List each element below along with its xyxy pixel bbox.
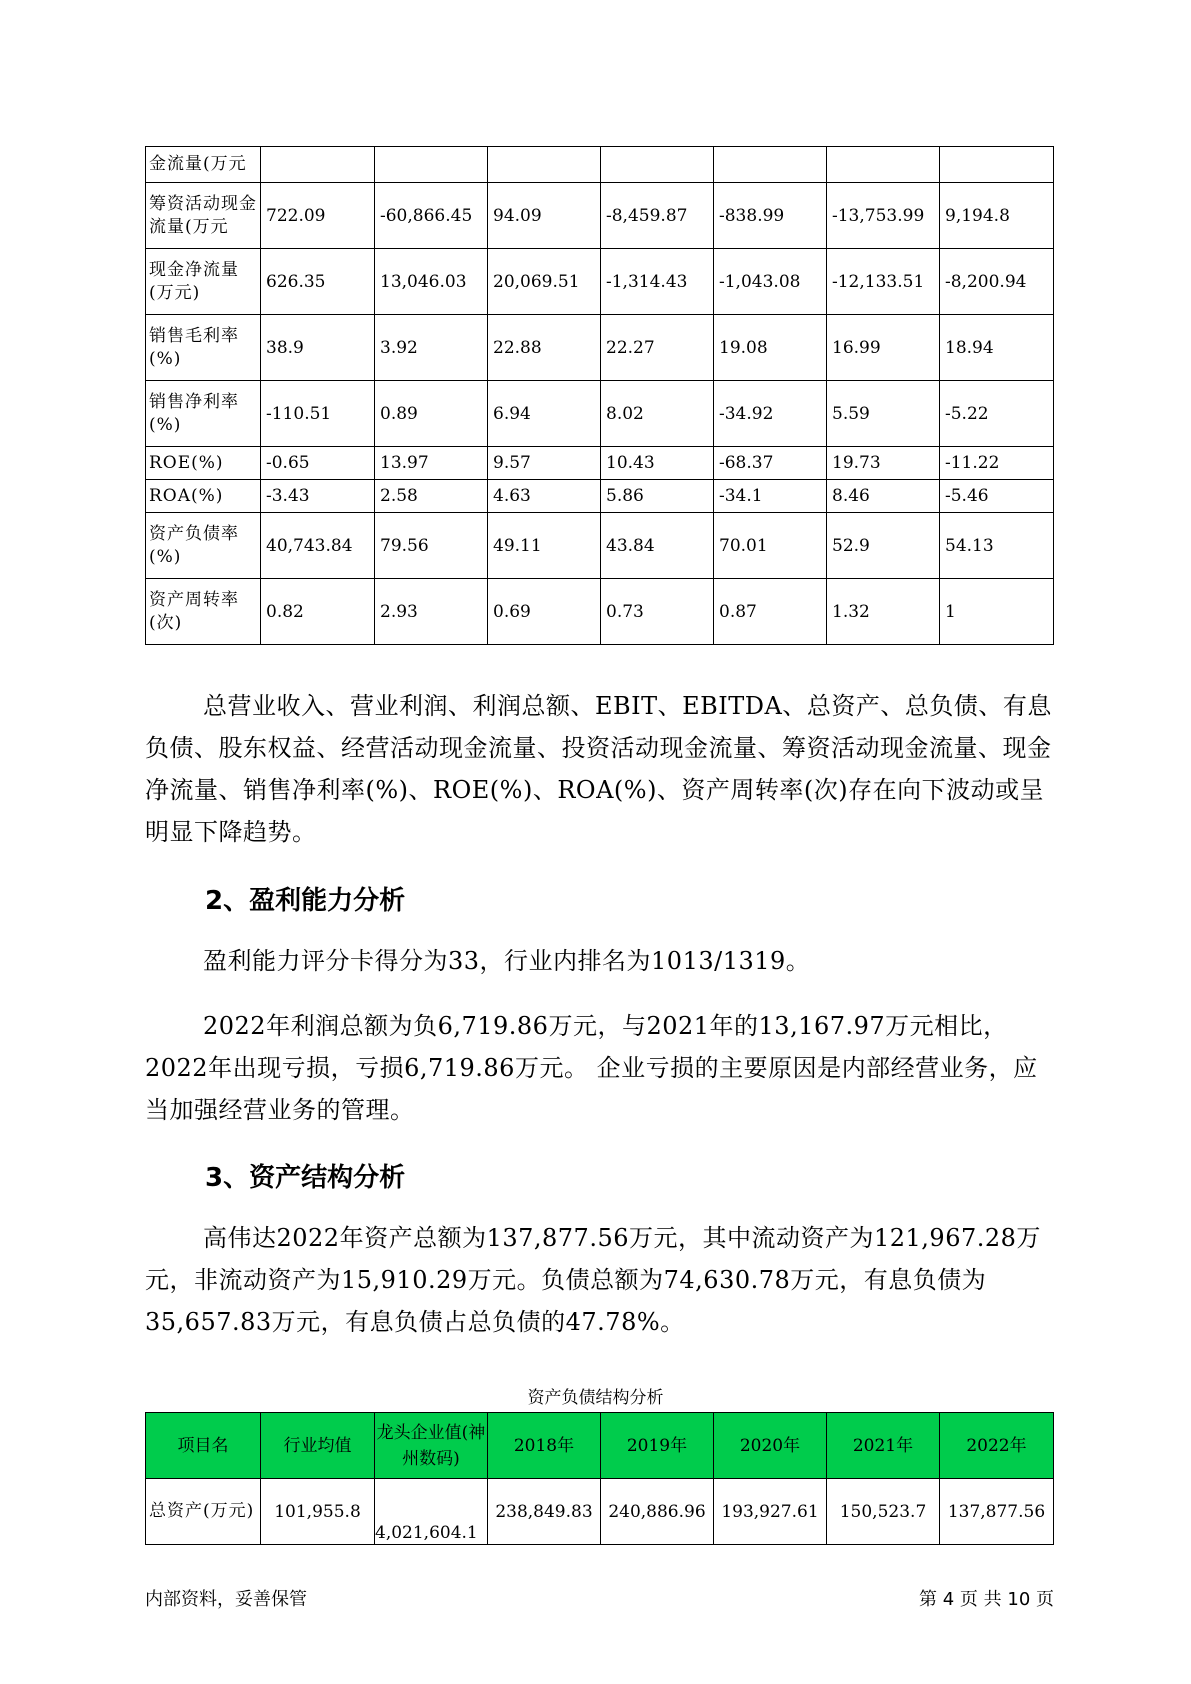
table-row xyxy=(146,249,1054,315)
table-cell: 0.82 xyxy=(261,579,375,645)
table-row xyxy=(146,513,1054,579)
row-label: 销售净利率(%) xyxy=(146,381,261,447)
table-cell: 9.57 xyxy=(488,447,601,480)
table-row xyxy=(146,1479,1054,1545)
table-cell: 6.94 xyxy=(488,381,601,447)
table-cell: 1 xyxy=(940,579,1054,645)
table-cell: -12,133.51 xyxy=(827,249,940,315)
table-cell: 0.73 xyxy=(601,579,714,645)
table-cell: -34.92 xyxy=(714,381,827,447)
table-cell: 52.9 xyxy=(827,513,940,579)
table-cell xyxy=(488,147,601,183)
table-row xyxy=(146,183,1054,249)
section-heading-profitability: 2、盈利能力分析 xyxy=(205,886,406,916)
table-cell: 13,046.03 xyxy=(375,249,488,315)
table-cell: 150,523.7 xyxy=(827,1479,940,1545)
column-header: 行业均值 xyxy=(261,1413,375,1479)
table-cell: 101,955.8 xyxy=(261,1479,375,1545)
table-cell xyxy=(940,147,1054,183)
table-cell: 8.02 xyxy=(601,381,714,447)
table-cell: 2.93 xyxy=(375,579,488,645)
table-cell: 626.35 xyxy=(261,249,375,315)
table-cell: 49.11 xyxy=(488,513,601,579)
table-cell: 137,877.56 xyxy=(940,1479,1054,1545)
table-cell: 79.56 xyxy=(375,513,488,579)
table-cell: -1,314.43 xyxy=(601,249,714,315)
table-cell: -8,459.87 xyxy=(601,183,714,249)
table-cell: 4.63 xyxy=(488,480,601,513)
table-cell: 3.92 xyxy=(375,315,488,381)
table-row xyxy=(146,147,1054,183)
table-cell xyxy=(601,147,714,183)
row-label: 资产周转率(次) xyxy=(146,579,261,645)
table-cell: 2.58 xyxy=(375,480,488,513)
row-label: 资产负债率(%) xyxy=(146,513,261,579)
table-row xyxy=(146,381,1054,447)
table-cell: 38.9 xyxy=(261,315,375,381)
row-label: 总资产(万元) xyxy=(146,1479,261,1545)
table-cell: 10.43 xyxy=(601,447,714,480)
profit-detail-paragraph: 2022年利润总额为负6,719.86万元，与2021年的13,167.97万元相比，2022年出现亏损，亏损6,719.86万元。 企业亏损的主要原因是内部经营业务，应当加强经营业务的管理。 xyxy=(145,1012,1038,1124)
column-header: 2022年 xyxy=(940,1413,1054,1479)
financial-indicators-table xyxy=(145,146,1054,645)
row-label: 现金净流量(万元) xyxy=(146,249,261,315)
table-cell: 4,021,604.1 xyxy=(375,1479,488,1545)
table-cell: 13.97 xyxy=(375,447,488,480)
table-cell xyxy=(261,147,375,183)
table-cell: 70.01 xyxy=(714,513,827,579)
table-cell: -1,043.08 xyxy=(714,249,827,315)
table-cell: -60,866.45 xyxy=(375,183,488,249)
table-cell: -5.22 xyxy=(940,381,1054,447)
table-cell: -8,200.94 xyxy=(940,249,1054,315)
table-cell: 19.08 xyxy=(714,315,827,381)
table-cell: 43.84 xyxy=(601,513,714,579)
table-cell: 20,069.51 xyxy=(488,249,601,315)
table-cell: 5.86 xyxy=(601,480,714,513)
table-cell: 18.94 xyxy=(940,315,1054,381)
table-cell: 240,886.96 xyxy=(601,1479,714,1545)
table-cell: 8.46 xyxy=(827,480,940,513)
column-header: 龙头企业值(神州数码) xyxy=(375,1413,488,1479)
column-header: 2021年 xyxy=(827,1413,940,1479)
table-cell: 16.99 xyxy=(827,315,940,381)
table-cell xyxy=(375,147,488,183)
table-cell: -0.65 xyxy=(261,447,375,480)
row-label: 金流量(万元 xyxy=(146,147,261,183)
row-label: 筹资活动现金流量(万元 xyxy=(146,183,261,249)
table-cell: 9,194.8 xyxy=(940,183,1054,249)
trend-paragraph: 总营业收入、营业利润、利润总额、EBIT、EBITDA、总资产、总负债、有息负债、股东权益、经营活动现金流量、投资活动现金流量、筹资活动现金流量、现金净流量、销售净利率(%)、ROE(%)、ROA(%)、资产周转率(次)存在向下波动或呈明显下降趋势。 xyxy=(145,692,1052,846)
table-cell: -34.1 xyxy=(714,480,827,513)
table-cell: 1.32 xyxy=(827,579,940,645)
asset-detail-paragraph: 高伟达2022年资产总额为137,877.56万元，其中流动资产为121,967.28万元，非流动资产为15,910.29万元。负债总额为74,630.78万元，有息负债为35,657.83万元，有息负债占总负债的47.78%。 xyxy=(145,1224,1041,1336)
table-cell: 0.69 xyxy=(488,579,601,645)
table-cell: -13,753.99 xyxy=(827,183,940,249)
table-cell: 5.59 xyxy=(827,381,940,447)
table-cell xyxy=(827,147,940,183)
table-row xyxy=(146,480,1054,513)
table-cell: 193,927.61 xyxy=(714,1479,827,1545)
profit-score-paragraph: 盈利能力评分卡得分为33，行业内排名为1013/1319。 xyxy=(203,947,811,975)
table-cell: 22.27 xyxy=(601,315,714,381)
table-cell: 94.09 xyxy=(488,183,601,249)
table-cell xyxy=(714,147,827,183)
column-header: 2019年 xyxy=(601,1413,714,1479)
row-label: 销售毛利率(%) xyxy=(146,315,261,381)
table-caption: 资产负债结构分析 xyxy=(527,1388,664,1408)
table-row xyxy=(146,447,1054,480)
table-cell: -3.43 xyxy=(261,480,375,513)
table-cell: 54.13 xyxy=(940,513,1054,579)
table-row xyxy=(146,579,1054,645)
table-cell: 238,849.83 xyxy=(488,1479,601,1545)
table-cell: 40,743.84 xyxy=(261,513,375,579)
balance-structure-table xyxy=(145,1412,1054,1545)
section-heading-asset-structure: 3、资产结构分析 xyxy=(205,1163,406,1193)
table-row xyxy=(146,315,1054,381)
row-label: ROE(%) xyxy=(146,447,261,480)
column-header: 2018年 xyxy=(488,1413,601,1479)
table-cell: -5.46 xyxy=(940,480,1054,513)
footer-confidential-note: 内部资料，妥善保管 xyxy=(145,1589,307,1610)
table-cell: -68.37 xyxy=(714,447,827,480)
column-header: 2020年 xyxy=(714,1413,827,1479)
table-header-row xyxy=(146,1413,1054,1479)
column-header: 项目名 xyxy=(146,1413,261,1479)
footer-page-number: 第 4 页 共 10 页 xyxy=(919,1589,1054,1610)
table-cell: 0.89 xyxy=(375,381,488,447)
table-cell: 19.73 xyxy=(827,447,940,480)
table-cell: -838.99 xyxy=(714,183,827,249)
table-cell: -110.51 xyxy=(261,381,375,447)
row-label: ROA(%) xyxy=(146,480,261,513)
table-cell: 22.88 xyxy=(488,315,601,381)
table-cell: 0.87 xyxy=(714,579,827,645)
table-cell: -11.22 xyxy=(940,447,1054,480)
table-cell: 722.09 xyxy=(261,183,375,249)
